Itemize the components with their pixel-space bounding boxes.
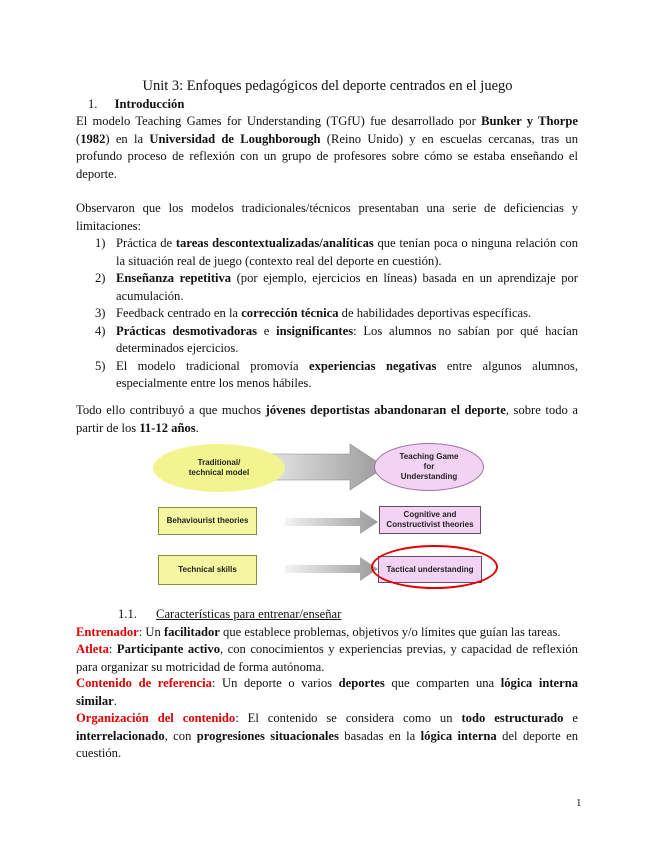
section-number: 1. — [88, 97, 98, 111]
behaviourist-theories-box: Behaviourist theories — [158, 507, 257, 535]
tgfu-ellipse: Teaching Game for Understanding — [374, 443, 484, 491]
tactical-understanding-box: Tactical understanding — [378, 556, 482, 583]
cognitive-theories-box: Cognitive and Constructivist theories — [379, 506, 481, 534]
intro-paragraph: El modelo Teaching Games for Understanding (TGfU) fue desarrollado por Bunker y Thorpe (1982) en la Universidad de Loughborough (Reino Unido) y en escuelas cercanas, tras un profundo proceso de reflexión con un grupo de profesores sobre cómo se estaba enseñando el deporte. — [76, 114, 578, 181]
page-title: Unit 3: Enfoques pedagógicos del deporte centrados en el juego — [142, 78, 513, 94]
tactical-highlight-ring — [371, 545, 498, 589]
item-atleta: Atleta: Participante activo, con conocimientos y experiencias previas, y capacidad de reflexión para organizar su motricidad de forma autónoma. — [76, 642, 578, 674]
bottom-arrow — [285, 557, 378, 581]
section-title: Introducción — [114, 97, 185, 111]
item-entrenador: Entrenador: Un facilitador que establece problemas, objetivos y/o límites que guían las tareas. — [76, 625, 561, 639]
list-item: 1) Práctica de tareas descontextualizadas/analíticas que tenían poca o ninguna relación con la situación real de juego (contexto real del deporte en cuestión). — [95, 236, 579, 268]
conclusion-paragraph: Todo ello contribuyó a que muchos jóvenes deportistas abandonaran el deporte, sobre todo a partir de los 11-12 años. — [76, 403, 578, 435]
subsection-heading: 1.1. Características para entrenar/enseñar — [118, 607, 342, 621]
deficiencies-intro: Observaron que los modelos tradicionales/técnicos presentaban una serie de deficiencias y limitaciones: — [76, 201, 578, 233]
list-item: 3) Feedback centrado en la corrección técnica de habilidades deportivas específicas. — [95, 306, 532, 320]
list-item: 4) Prácticas desmotivadoras e insignificantes: Los alumnos no sabían por qué hacían determinados ejercicios. — [95, 323, 578, 355]
middle-arrow — [285, 510, 378, 534]
list-item: 5) El modelo tradicional promovía experiencias negativas entre algunos alumnos, especialmente entre los menos hábiles. — [95, 358, 578, 390]
technical-skills-box: Technical skills — [158, 555, 257, 585]
item-organizacion: Organización del contenido: El contenido se considera como un todo estructurado e interrelacionado, con progresiones situacionales basadas en la lógica interna del deporte en cuestión. — [76, 711, 578, 760]
page-number: 1 — [576, 797, 582, 809]
item-contenido: Contenido de referencia: Un deporte o varios deportes que comparten una lógica interna similar. — [76, 676, 578, 708]
list-item: 2) Enseñanza repetitiva (por ejemplo, ejercicios en líneas) basada en un aprendizaje por acumulación. — [95, 271, 578, 303]
section-heading — [88, 96, 184, 114]
traditional-model-ellipse: Traditional/ technical model — [153, 444, 285, 492]
tgfu-diagram — [150, 440, 510, 620]
deficiencies-list — [78, 235, 578, 393]
